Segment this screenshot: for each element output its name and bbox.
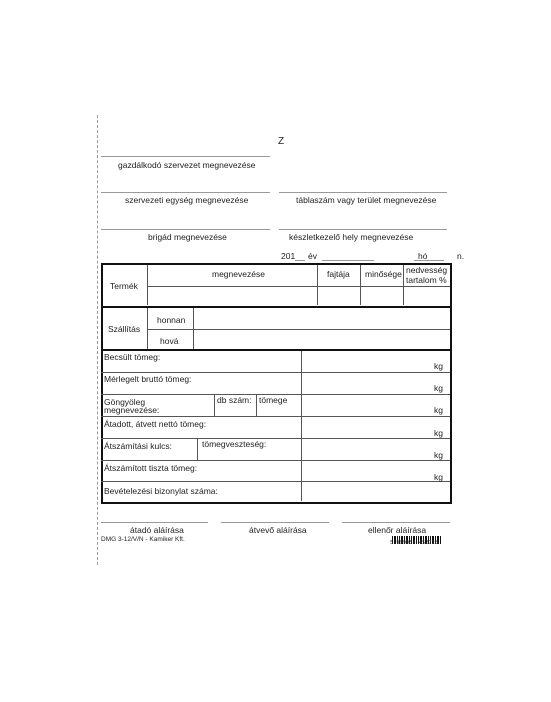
packaging-weight-field[interactable] xyxy=(303,396,431,415)
clean-weight-unit: kg xyxy=(434,472,443,482)
receiver-signature-line[interactable] xyxy=(221,522,329,523)
receiver-signature-label: átvevő aláírása xyxy=(249,525,307,535)
divider xyxy=(256,394,257,416)
plate-line[interactable] xyxy=(279,192,447,193)
moisture-column-header-2: tartalom % xyxy=(406,275,447,285)
divider xyxy=(101,372,450,373)
net-weight-unit: kg xyxy=(434,428,443,438)
sender-signature-label: átadó aláírása xyxy=(130,525,184,535)
divider xyxy=(101,460,450,461)
net-weight-field[interactable] xyxy=(303,418,431,437)
weight-loss-field[interactable] xyxy=(303,440,431,459)
quality-column-header: minősége xyxy=(365,269,402,279)
to-field[interactable] xyxy=(195,331,448,348)
year-suffix: év xyxy=(308,251,317,261)
inspector-signature-line[interactable] xyxy=(342,522,450,523)
conversion-key-label: Átszámítási kulcs: xyxy=(104,441,173,451)
form-letter: Z xyxy=(278,136,285,147)
unit-label: szervezeti egység megnevezése xyxy=(125,195,249,205)
year-prefix: 201 xyxy=(281,251,296,261)
divider xyxy=(301,351,302,501)
packaging-weight-unit: kg xyxy=(434,405,443,415)
packaging-count-label: db szám: xyxy=(217,395,252,405)
weight-loss-label: tömegveszteség: xyxy=(202,439,267,449)
product-type-field[interactable] xyxy=(318,288,359,305)
barcode-number: 5 999954 452728 xyxy=(390,540,439,546)
section-divider xyxy=(101,306,450,308)
org-name-label: gazdálkodó szervezet megnevezése xyxy=(118,160,256,170)
divider xyxy=(147,286,450,287)
name-column-header: megnevezése xyxy=(212,269,265,279)
to-label: hová xyxy=(160,336,179,346)
sender-signature-line[interactable] xyxy=(101,522,208,523)
packaging-label-2: megnevezése: xyxy=(104,405,160,415)
divider xyxy=(101,438,450,439)
divider xyxy=(147,329,450,330)
from-label: honnan xyxy=(157,315,186,325)
clean-weight-label: Átszámított tiszta tömeg: xyxy=(104,463,198,473)
net-weight-label: Átadott, átvett nettó tömeg: xyxy=(104,419,207,429)
product-label: Termék xyxy=(110,281,138,291)
brigade-line[interactable] xyxy=(101,229,270,230)
plate-label: táblaszám vagy terület megnevezése xyxy=(296,195,437,205)
brigade-label: brigád megnevezése xyxy=(148,232,227,242)
receipt-number-field[interactable] xyxy=(303,483,448,499)
estimated-weight-label: Becsült tömeg: xyxy=(104,352,161,362)
receipt-number-label: Bevételezési bizonylat száma: xyxy=(104,486,218,496)
divider xyxy=(197,438,198,460)
section-divider xyxy=(101,349,450,351)
weight-loss-unit: kg xyxy=(434,450,443,460)
divider xyxy=(101,416,450,417)
year-field[interactable] xyxy=(295,260,305,261)
from-field[interactable] xyxy=(195,309,448,328)
month-label: hó xyxy=(418,251,428,261)
form-code: DMG 3-12/V/N - Kamiker Kft. xyxy=(101,536,185,543)
moisture-column-header-1: nedvesség xyxy=(406,265,448,275)
org-name-line[interactable] xyxy=(101,156,270,157)
transport-label: Szállítás xyxy=(108,324,141,334)
storage-line[interactable] xyxy=(279,229,447,230)
gross-weight-unit: kg xyxy=(434,383,443,393)
inspector-signature-label: ellenőr aláírása xyxy=(368,525,427,535)
type-column-header: fajtája xyxy=(327,269,350,279)
estimated-weight-field[interactable] xyxy=(303,352,431,371)
packaging-label-1: Göngyöleg xyxy=(104,397,146,407)
gross-weight-field[interactable] xyxy=(303,374,431,393)
divider xyxy=(214,394,215,416)
clean-weight-field[interactable] xyxy=(303,462,431,480)
perforation-line xyxy=(97,115,98,565)
month-field[interactable] xyxy=(322,260,374,261)
unit-line[interactable] xyxy=(101,192,270,193)
product-quality-field[interactable] xyxy=(361,288,402,305)
day-label: n. xyxy=(457,251,465,261)
gross-weight-label: Mérlegelt bruttó tömeg: xyxy=(104,374,192,384)
product-moisture-field[interactable] xyxy=(404,288,448,305)
product-name-field[interactable] xyxy=(148,288,316,305)
divider xyxy=(101,481,450,482)
packaging-weight-label: tömege xyxy=(259,395,288,405)
estimated-weight-unit: kg xyxy=(434,361,443,371)
storage-label: készletkezelő hely megnevezése xyxy=(289,232,414,242)
